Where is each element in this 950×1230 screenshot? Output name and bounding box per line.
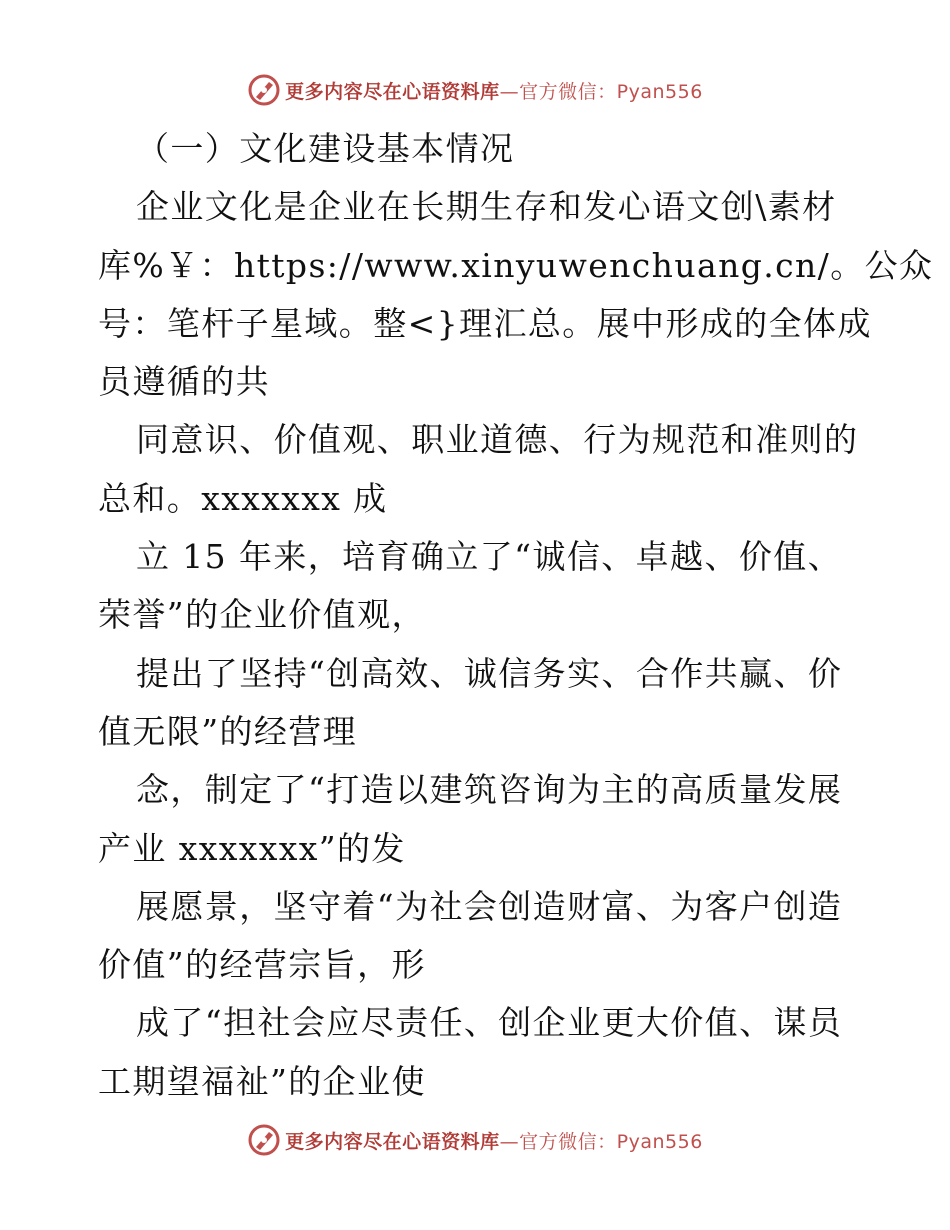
header-dash: — <box>499 80 520 103</box>
body-line: 立 15 年来，培育确立了“诚信、卓越、价值、 <box>136 537 843 577</box>
section-heading: （一）文化建设基本情况 <box>136 129 515 168</box>
header-banner-text <box>285 77 703 104</box>
footer-banner <box>0 1120 950 1160</box>
body-line: 产业 xxxxxxx”的发 <box>98 828 406 868</box>
body-line: 成了“担社会应尽责任、创企业更大价值、谋员 <box>136 1003 843 1043</box>
body-line: 价值”的经营宗旨，形 <box>98 945 426 985</box>
body-line: 库%￥：https://www.xinyuwenchuang.cn/。公众 <box>98 245 934 285</box>
pen-circle-logo-icon <box>247 73 281 107</box>
footer-brand: 更多内容尽在心语资料库 <box>285 1130 500 1153</box>
body-line: 工期望福祉”的企业使 <box>98 1061 426 1101</box>
body-line: 荣誉”的企业价值观， <box>98 595 426 635</box>
header-brand: 更多内容尽在心语资料库 <box>285 80 500 103</box>
footer-wechat: 官方微信：Pyan556 <box>519 1130 703 1153</box>
footer-banner-text <box>285 1127 703 1154</box>
body-line: 提出了坚持“创高效、诚信务实、合作共赢、价 <box>136 653 843 693</box>
body-line: 念，制定了“打造以建筑咨询为主的高质量发展 <box>136 770 843 810</box>
document-body <box>98 120 934 1111</box>
body-line: 总和。xxxxxxx 成 <box>98 478 388 518</box>
body-line: 展愿景，坚守着“为社会创造财富、为客户创造 <box>136 886 843 926</box>
body-line: 号：笔杆子星域。整<}理汇总。展中形成的全体成 <box>98 303 872 343</box>
header-wechat: 官方微信：Pyan556 <box>519 80 703 103</box>
header-banner <box>0 70 950 110</box>
body-line: 值无限”的经营理 <box>98 711 358 751</box>
body-line: 企业文化是企业在长期生存和发心语文创\素材 <box>136 187 837 227</box>
body-line: 同意识、价值观、职业道德、行为规范和准则的 <box>136 420 859 460</box>
pen-circle-logo-icon <box>247 1123 281 1157</box>
footer-dash: — <box>499 1130 520 1153</box>
body-line: 员遵循的共 <box>98 362 270 402</box>
